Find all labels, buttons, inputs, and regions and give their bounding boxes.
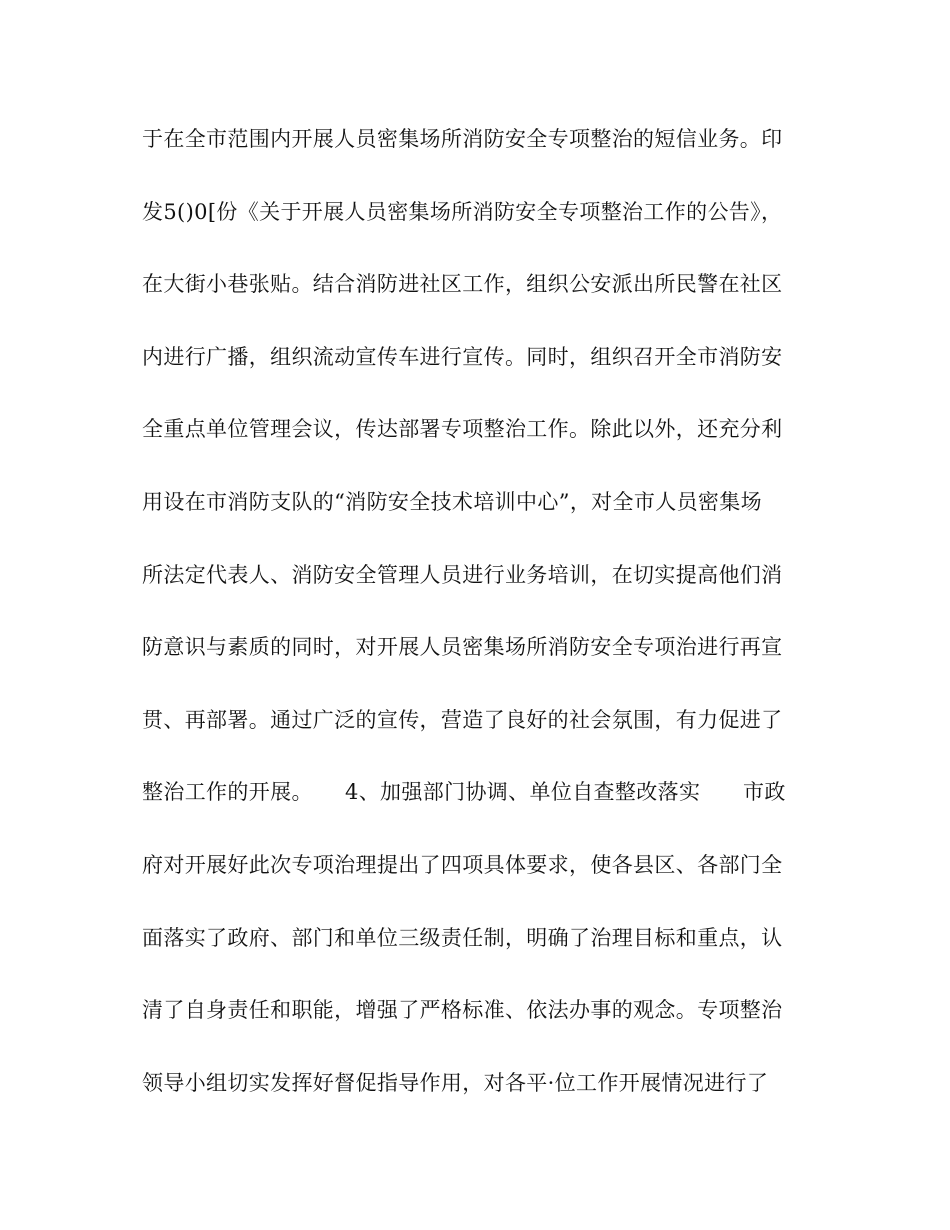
text-line: 防意识与素质的同时，对开展人员密集场所消防安全专项治进行再宣	[142, 635, 783, 660]
text-line: 整治工作的开展。 4、加强部门协调、单位自查整改落实 市政	[142, 780, 786, 805]
text-line: 清了自身责任和职能，增强了严格标准、依法办事的观念。专项整治	[142, 998, 783, 1023]
text-line: 在大街小巷张贴。结合消防进社区工作，组织公安派出所民警在社区	[142, 272, 783, 297]
text-line: 府对开展好此次专项治理提出了四项具体要求，使各县区、各部门全	[142, 852, 783, 877]
text-line: 发5()0[份《关于开展人员密集场所消防安全专项整治工作的公告》，	[142, 199, 783, 224]
text-line: 用设在市消防支队的“消防安全技术培训中心”，对全市人员密集场	[142, 489, 762, 514]
text-line: 领导小组切实发挥好督促指导作用，对各平·位工作开展情况进行了	[142, 1070, 769, 1095]
text-line: 于在全市范围内开展人员密集场所消防安全专项整治的短信业务。印	[142, 127, 783, 151]
text-line: 面落实了政府、部门和单位三级责任制，明确了治理目标和重点，认	[142, 925, 783, 950]
text-line: 所法定代表人、消防安全管理人员进行业务培训，在切实提高他们消	[142, 562, 783, 587]
body-text	[142, 119, 822, 1135]
text-line: 内进行广播，组织流动宣传车进行宣传。同时，组织召开全市消防安	[142, 344, 783, 369]
text-line: 全重点单位管理会议，传达部署专项整治工作。除此以外，还充分利	[142, 417, 783, 442]
text-line: 贯、再部署。通过广泛的宣传，营造了良好的社会氛围，有力促进了	[142, 707, 783, 732]
